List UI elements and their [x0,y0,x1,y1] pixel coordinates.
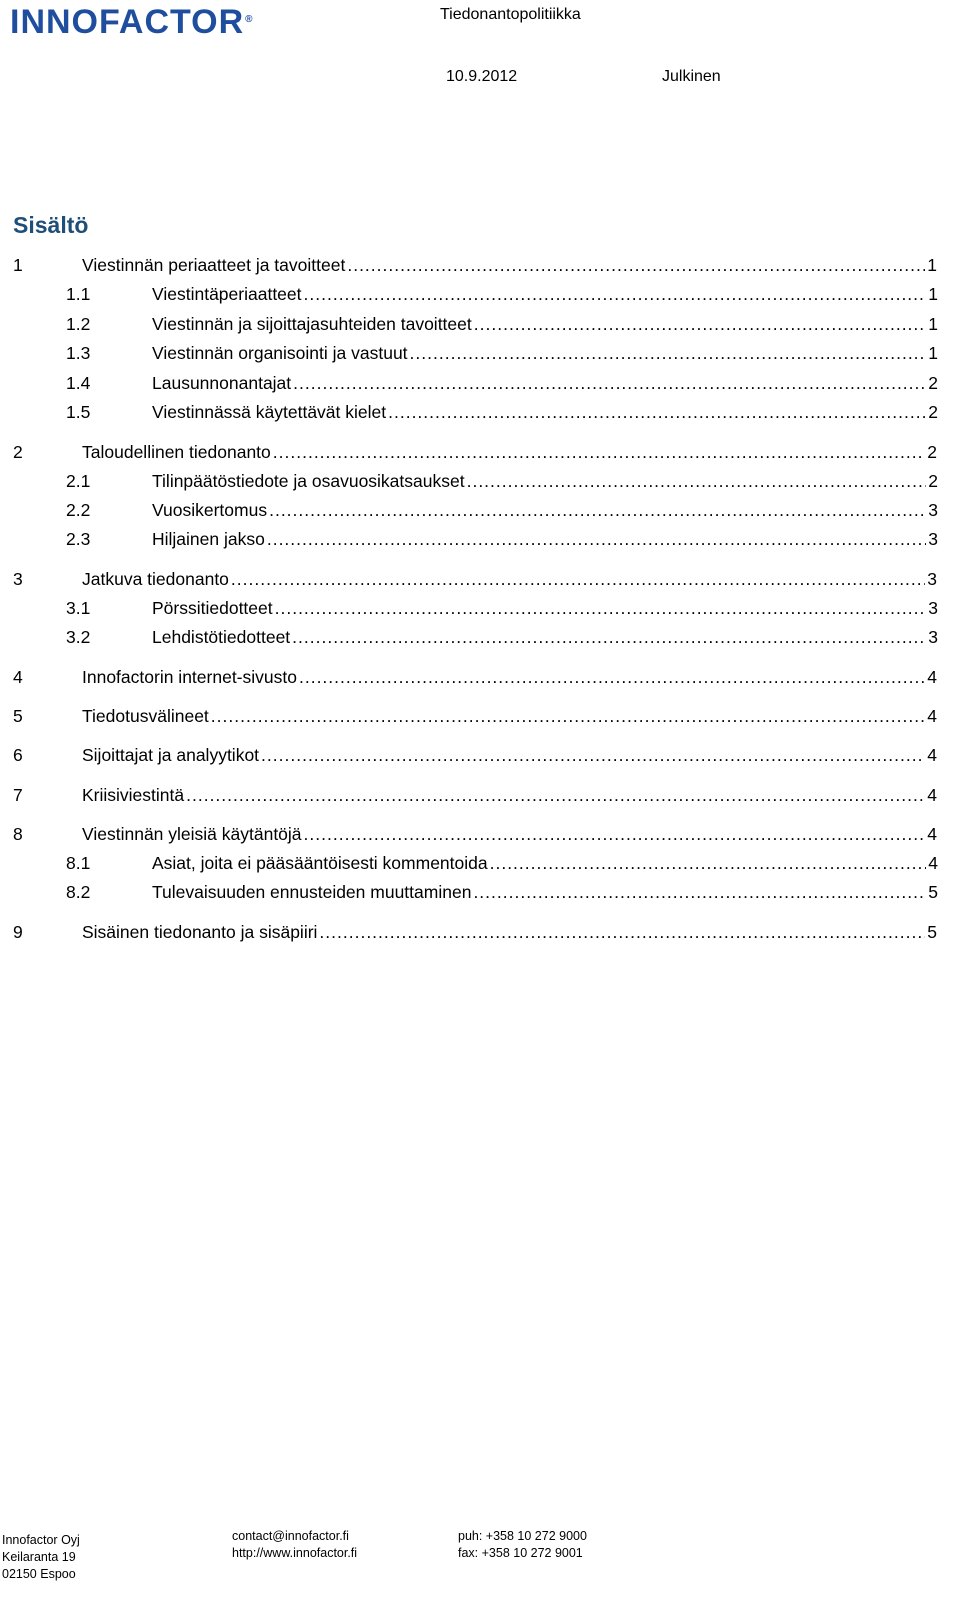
innofactor-logo [10,4,254,40]
toc-entry[interactable] [66,499,938,521]
toc-entry-page: 2 [928,373,938,393]
toc-entry-page: 1 [928,314,938,334]
toc-entry-number: 1.1 [66,284,91,304]
toc-entry-page: 1 [927,255,937,275]
toc-entry-leader [319,921,925,943]
toc-entry-title: Viestinnässä käytettävät kielet [152,402,387,422]
toc-entry-leader [261,744,925,766]
toc-entry-page: 3 [928,598,938,618]
toc-entry-leader [474,313,927,335]
toc-entry[interactable] [13,666,937,688]
toc-entry-page: 3 [928,627,938,647]
logo-text: INNOFACTOR [10,3,245,41]
toc-heading: Sisältö [13,212,89,238]
toc-entry-page: 5 [927,922,937,942]
toc-entry-page: 1 [928,284,938,304]
toc-entry-number: 2 [13,442,23,462]
toc-entry[interactable] [66,342,938,364]
toc-entry[interactable] [66,372,938,394]
toc-entry[interactable] [66,470,938,492]
footer-company: Innofactor Oyj [2,1533,80,1547]
toc-entry-number: 1 [13,255,23,275]
toc-entry-number: 8.1 [66,853,91,873]
toc-entry[interactable] [13,823,937,845]
toc-entry-leader [211,705,925,727]
toc-entry-title: Asiat, joita ei pääsääntöisesti kommentoida [152,853,488,873]
toc-entry-number: 2.2 [66,500,91,520]
toc-entry[interactable] [66,313,938,335]
toc-entry-leader [293,372,926,394]
toc-entry-page: 2 [927,442,937,462]
toc-entry-number: 1.2 [66,314,91,334]
toc-entry-leader [292,626,926,648]
toc-entry-leader [267,528,926,550]
toc-entry-number: 7 [13,785,23,805]
toc-entry-number: 3.1 [66,598,91,618]
toc-entry-number: 1.3 [66,343,91,363]
toc-entry-leader [467,470,927,492]
toc-entry-page: 3 [928,529,938,549]
toc-entry-title: Vuosikertomus [152,500,268,520]
toc-entry-title: Pörssitiedotteet [152,598,273,618]
toc-entry[interactable] [13,254,937,276]
toc-entry-title: Viestinnän ja sijoittajasuhteiden tavoitteet [152,314,472,334]
toc-entry-number: 9 [13,922,23,942]
toc-entry[interactable] [13,441,937,463]
toc-entry-title: Kriisiviestintä [82,785,185,805]
document-title: Tiedonantopolitiikka [440,6,581,23]
toc-entry-title: Viestinnän periaatteet ja tavoitteet [82,255,346,275]
document-classification: Julkinen [662,68,721,85]
toc-entry-title: Viestinnän yleisiä käytäntöjä [82,824,302,844]
toc-entry-leader [347,254,925,276]
toc-entry-title: Viestintäperiaatteet [152,284,302,304]
toc-entry-leader [304,823,926,845]
toc-entry-page: 1 [928,343,938,363]
footer-web-link[interactable]: http://www.innofactor.fi [232,1546,358,1560]
toc-entry[interactable] [66,852,938,874]
toc-entry-number: 4 [13,667,23,687]
toc-entry-title: Tulevaisuuden ennusteiden muuttaminen [152,882,472,902]
toc-entry-number: 3.2 [66,627,91,647]
toc-entry-page: 5 [928,882,938,902]
toc-entry-page: 4 [928,853,938,873]
footer-email-link[interactable]: contact@innofactor.fi [232,1529,349,1543]
footer-postal: 02150 Espoo [2,1567,76,1581]
toc-entry-leader [388,401,926,423]
toc-entry-title: Jatkuva tiedonanto [82,569,229,589]
footer-contact [232,1528,357,1562]
toc-entry-number: 8.2 [66,882,91,902]
toc-entry-number: 1.4 [66,373,91,393]
toc-entry-title: Tilinpäätöstiedote ja osavuosikatsaukset [152,471,465,491]
toc-entry-title: Hiljainen jakso [152,529,265,549]
toc-entry-leader [473,881,926,903]
toc-entry[interactable] [13,784,937,806]
toc-entry[interactable] [13,921,937,943]
footer-phone [458,1528,587,1562]
toc-entry-title: Viestinnän organisointi ja vastuut [152,343,408,363]
toc-entry[interactable] [66,881,938,903]
toc-entry[interactable] [13,568,937,590]
document-date: 10.9.2012 [446,68,518,85]
toc-entry-number: 2.3 [66,529,91,549]
toc-entry-title: Tiedotusvälineet [82,706,209,726]
footer-phone-number: puh: +358 10 272 9000 [458,1529,587,1543]
toc-entry-number: 2.1 [66,471,91,491]
toc-entry-title: Lausunnonantajat [152,373,292,393]
toc-entry-page: 4 [927,824,937,844]
footer-fax-number: fax: +358 10 272 9001 [458,1546,583,1560]
toc-entry-title: Sisäinen tiedonanto ja sisäpiiri [82,922,318,942]
toc-entry-page: 4 [927,667,937,687]
footer-address [2,1532,80,1583]
toc-entry-title: Lehdistötiedotteet [152,627,291,647]
toc-entry-number: 6 [13,745,23,765]
toc-entry-leader [410,342,927,364]
toc-entry-number: 8 [13,824,23,844]
toc-entry-page: 2 [928,402,938,422]
toc-entry-leader [304,283,927,305]
toc-entry-page: 2 [928,471,938,491]
toc-entry[interactable] [66,283,938,305]
toc-entry-page: 3 [927,569,937,589]
toc-entry[interactable] [13,744,937,766]
toc-entry-number: 1.5 [66,402,91,422]
toc-entry-leader [231,568,925,590]
toc-entry-page: 4 [927,785,937,805]
toc-entry[interactable] [13,705,937,727]
toc-entry-page: 3 [928,500,938,520]
logo-registered-mark: ® [245,14,254,25]
toc-entry[interactable] [66,626,938,648]
footer-street: Keilaranta 19 [2,1550,76,1564]
toc-entry[interactable] [66,597,938,619]
toc-entry-leader [490,852,927,874]
toc-entry-title: Sijoittajat ja analyytikot [82,745,260,765]
toc-entry-leader [269,499,926,521]
toc-entry[interactable] [66,401,938,423]
toc-entry-leader [186,784,925,806]
toc-entry-title: Innofactorin internet-sivusto [82,667,297,687]
toc-entry-page: 4 [927,706,937,726]
toc-entry-leader [275,597,927,619]
toc-entry-leader [299,666,925,688]
toc-entry-number: 3 [13,569,23,589]
toc-entry-title: Taloudellinen tiedonanto [82,442,271,462]
toc-entry-number: 5 [13,706,23,726]
toc-entry[interactable] [66,528,938,550]
toc-entry-page: 4 [927,745,937,765]
toc-entry-leader [273,441,925,463]
